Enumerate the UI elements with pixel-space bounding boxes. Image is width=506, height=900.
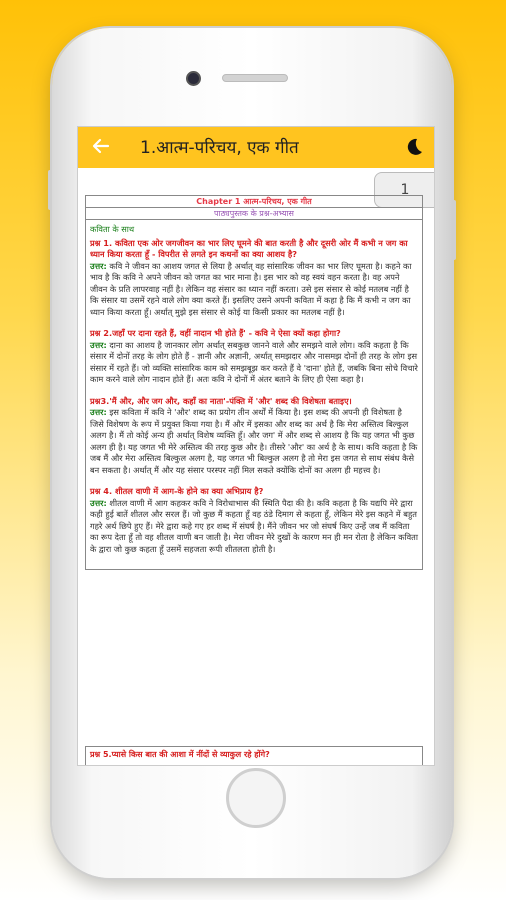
qa-item (90, 396, 418, 477)
volume-button (48, 170, 52, 210)
qa-item (90, 238, 418, 319)
document-content (85, 195, 423, 570)
answer-text: शीतल वाणी में आग कहकर कवि ने विरोधाभास की स्थिति पैदा की है। कवि कहता है कि यद्यपि मेरे द्वारा कही हुई बातें शीतल और सरल हैं। जो कुछ मैं कहता हूँ वह ठंडे दिमाग से कहता हूँ, लेकिन मेरे इस कहने में बहुत गहरे अर्थ छिपे हुए हैं। मेरे द्वारा कहे गए हर शब्द में संघर्ष है। मैंने जीवन भर जो संघर्ष किए उन्हें जब मैं कविता का रूप देता हूँ तो वह शीतल वाणी बन जाती है। मेरा जीवन मेरे दुखों के कारण मन ही मन रोता है लेकिन कविता के द्वारा जो कुछ कहता हूँ उसमें सहजता रूपी शीतलता होती है। (90, 497, 418, 554)
answer-label: उत्तर: (90, 407, 107, 417)
qa-item (90, 486, 418, 555)
page-title: 1.आत्म-परिचय, एक गीत (140, 138, 299, 158)
next-question-box (85, 746, 423, 766)
question-text: प्रश्न 2.जहाँ पर दाना रहते हैं, वहीं नादान भी होते हैं' - कवि ने ऐसा क्यों कहा होगा? (90, 328, 341, 338)
question-text: प्रश्न 4. शीतल वाणी में आग-के होने का क्या अभिप्राय है? (90, 486, 264, 496)
app-bar (78, 127, 434, 168)
back-arrow-icon[interactable] (90, 134, 112, 158)
qa-item (90, 328, 418, 386)
answer-label: उत्तर: (90, 497, 107, 508)
section-label: कविता के साथ (90, 224, 135, 234)
qa-body (86, 220, 422, 569)
subheading: पाठ्यपुस्तक के प्रश्न-अभ्यास (86, 208, 422, 220)
answer-text: दाना का आशय है जानकार लोग अर्थात् सबकुछ जानने वाले और समझने वाले लोग। कवि कहता है कि संसार में दोनों तरह के लोग होते हैं - ज्ञानी और अज्ञानी, अर्थात् समझदार और नासमझ दोनों ही तरह के लोग इस संसार में रहते हैं। जो व्यक्ति सांसारिक काम को समझबूझ कर करते हैं वे 'दाना' होते हैं, जबकि बिना सोचे विचारे काम करने वाले लोग नादान होते हैं। अतः कवि ने दोनों में अंतर बताने के लिए ही ऐसा कहा है। (90, 339, 418, 384)
page-number-badge[interactable]: 1 (374, 172, 435, 208)
moon-icon[interactable] (402, 136, 424, 158)
side-button (452, 200, 456, 260)
chapter-heading: Chapter 1 आत्म-परिचय, एक गीत (86, 196, 422, 208)
answer-label: उत्तर: (90, 260, 107, 271)
answer-label: उत्तर: (90, 339, 107, 350)
app-screen (77, 126, 435, 766)
front-camera (186, 71, 201, 86)
next-question-text: प्रश्न 5.प्यासे किस बात की आशा में नींदों से व्याकुल रहे होंगे? (90, 750, 270, 759)
answer-text: कवि ने जीवन का आशय जगत से लिया है अर्थात् वह सांसारिक जीवन का भार लिए घूमता है। कहने का भाव है कि कवि ने अपने जीवन को जगत का भार माना है। इस भार को वह स्वयं वहन करता है। वह अपने जीवन के प्रति लापरवाह नहीं है। लेकिन वह संसार का ध्यान नहीं करता। उसे इस संसार से कोई मतलब नहीं है कि संसार या उसमें रहने वाले लोग क्या करते हैं। इसलिए उसने अपनी कविता में कहा है कि मैं कभी न जग का ध्यान किया करता हूँ। अर्थात् मुझे इस संसार से कोई या किसी प्रकार का मतलब नहीं है। (90, 260, 412, 317)
home-button[interactable] (226, 768, 286, 828)
answer-text: इस कविता में कवि ने 'और' शब्द का प्रयोग तीन अर्थों में किया है। इस शब्द की अपनी ही विशेषता है जिसे विशेषण के रूप में प्रयुक्त किया गया है। मैं और में इसका और शब्द का अर्थ है कि मेरा अस्तित्व बिल्कुल अलग है। मैं तो कोई अन्य ही अर्थात् विशेष व्यक्ति हूँ। और जग' में और शब्द से आशय है कि यह जगत भी कुछ अलग ही है। यह जगत भी मेरे अस्तित्व की तरह कुछ और है। तीसरे 'और' का अर्थ है के साथ। कवि कहता है कि जब मैं और मेरा अस्तित्व बिल्कुल अलग है, यह जगत भी बिल्कुल अलग है तो मेरा इस जगत से साथ संबंध कैसे बन सकता है। अर्थात् मैं और यह संसार परस्पर नहीं मिल सकते क्योंकि दोनों का अलग ही महत्त्व है। (90, 407, 418, 475)
question-text: प्रश्न 1. कविता एक ओर जगजीवन का भार लिए घूमने की बात करती है और दूसरी ओर मैं कभी न जग का ध्यान किया करता हूँ - विपरीत से लगते इन कथनों का क्या आशय है? (90, 237, 408, 259)
question-text: प्रश्न3.'मैं और, और जग और, कहाँ का नाता'-पंक्ति में 'और' शब्द की विशेषता बताइए। (90, 395, 352, 406)
earpiece-speaker (222, 74, 288, 82)
